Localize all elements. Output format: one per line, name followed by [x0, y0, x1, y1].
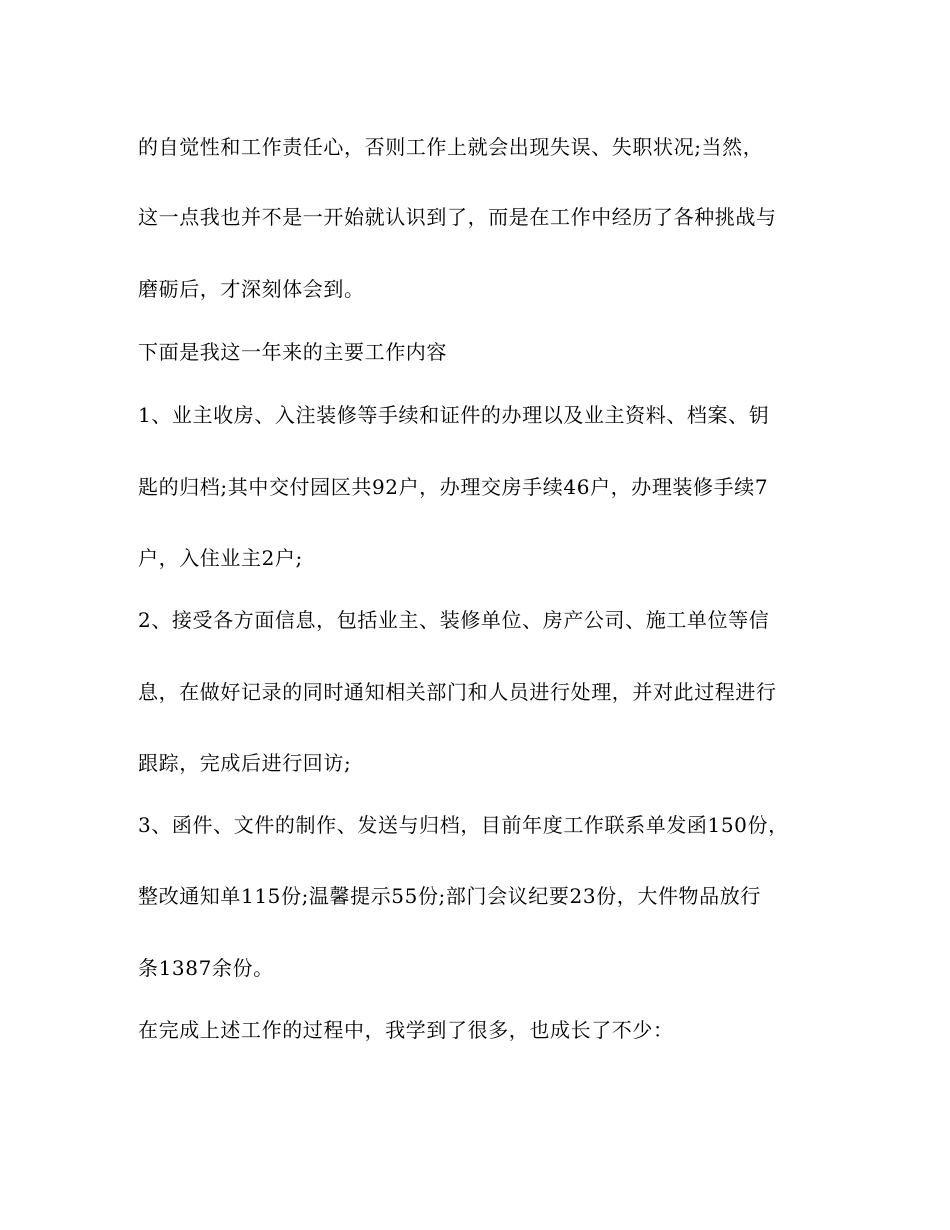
section-heading: 下面是我这一年来的主要工作内容 — [138, 340, 447, 364]
list-item-1-line-1: 1、业主收房、入注装修等手续和证件的办理以及业主资料、档案、钥 — [138, 403, 770, 427]
list-item-1-line-3: 户，入住业主2户; — [138, 546, 303, 570]
list-item-2-line-3: 跟踪，完成后进行回访; — [138, 751, 352, 775]
list-item-3-line-1: 3、函件、文件的制作、发送与归档，目前年度工作联系单发函150份， — [138, 813, 789, 837]
text-line-3: 磨砺后，才深刻体会到。 — [138, 277, 365, 301]
text-line-2: 这一点我也并不是一开始就认识到了，而是在工作中经历了各种挑战与 — [138, 205, 777, 229]
list-item-2-line-2: 息，在做好记录的同时通知相关部门和人员进行处理，并对此过程进行 — [138, 680, 777, 704]
list-item-3-line-2: 整改通知单115份;温馨提示55份;部门会议纪要23份，大件物品放行 — [138, 884, 761, 908]
text-line-1: 的自觉性和工作责任心，否则工作上就会出现失误、失职状况;当然， — [138, 135, 764, 159]
list-item-1-line-2: 匙的归档;其中交付园区共92户，办理交房手续46户，办理装修手续7 — [138, 475, 769, 499]
closing-line: 在完成上述工作的过程中，我学到了很多，也成长了不少： — [138, 1018, 674, 1042]
list-item-2-line-1: 2、接受各方面信息，包括业主、装修单位、房产公司、施工单位等信 — [138, 608, 770, 632]
list-item-3-line-3: 条1387余份。 — [138, 956, 274, 980]
